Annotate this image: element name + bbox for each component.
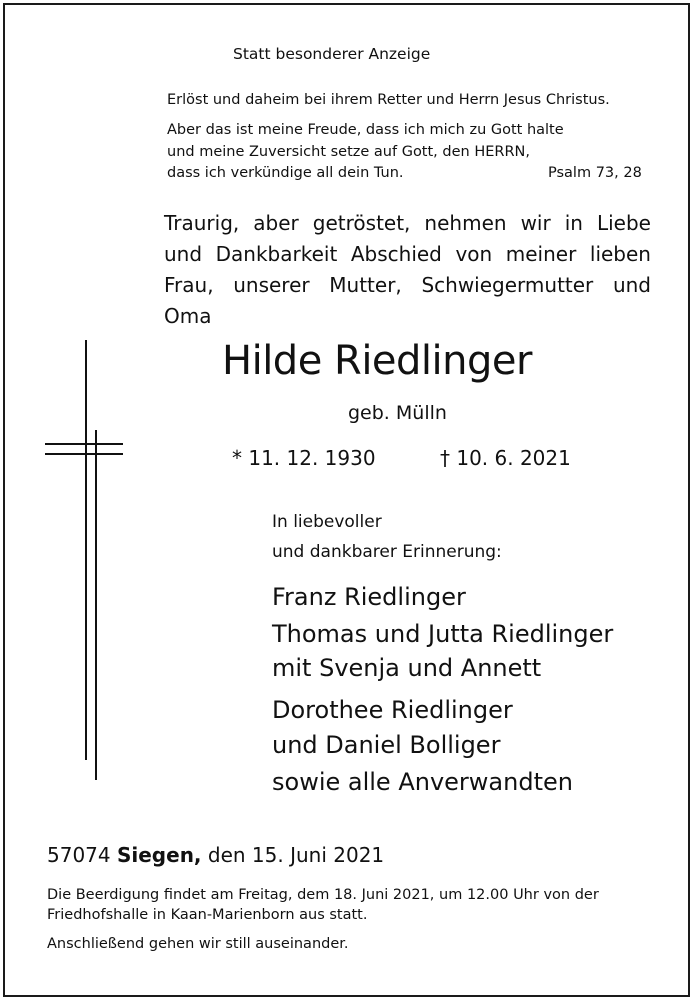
memory-line: In liebevoller	[272, 512, 382, 532]
place-date: den 15. Juni 2021	[207, 843, 385, 867]
intro-line: Oma	[164, 304, 212, 328]
verse-line: und meine Zuversicht setze auf Gott, den HERRN,	[167, 144, 530, 160]
intro-line: Traurig, aber getröstet, nehmen wir in Liebe	[164, 211, 651, 235]
verse-line: Erlöst und daheim bei ihrem Retter und Herrn Jesus Christus.	[167, 92, 610, 108]
funeral-info: Friedhofshalle in Kaan-Marienborn aus statt.	[47, 907, 368, 923]
family-member: Dorothee Riedlinger	[272, 696, 513, 724]
cross-icon	[40, 340, 130, 780]
family-member: Franz Riedlinger	[272, 583, 466, 611]
verse-line: dass ich verkündige all dein Tun.	[167, 165, 404, 181]
place-and-date	[47, 843, 384, 867]
memory-line: und dankbarer Erinnerung:	[272, 542, 502, 562]
family-member: sowie alle Anverwandten	[272, 768, 573, 796]
death-date: † 10. 6. 2021	[440, 446, 571, 470]
closing-line: Anschließend gehen wir still auseinander.	[47, 936, 349, 952]
funeral-info: Die Beerdigung findet am Freitag, dem 18. Juni 2021, um 12.00 Uhr von der	[47, 887, 599, 903]
notice-header: Statt besonderer Anzeige	[233, 45, 431, 63]
place-zip: 57074	[47, 843, 111, 867]
deceased-name: Hilde Riedlinger	[222, 338, 532, 384]
intro-line: Frau, unserer Mutter, Schwiegermutter und	[164, 273, 651, 297]
place-city: Siegen,	[116, 843, 202, 867]
verse-line: Aber das ist meine Freude, dass ich mich zu Gott halte	[167, 122, 564, 138]
family-member: mit Svenja und Annett	[272, 654, 542, 682]
intro-line: und Dankbarkeit Abschied von meiner lieben	[164, 242, 651, 266]
verse-reference: Psalm 73, 28	[548, 165, 642, 181]
birth-date: * 11. 12. 1930	[232, 446, 376, 470]
family-member: Thomas und Jutta Riedlinger	[272, 620, 614, 648]
maiden-name: geb. Mülln	[348, 402, 447, 424]
family-member: und Daniel Bolliger	[272, 731, 501, 759]
